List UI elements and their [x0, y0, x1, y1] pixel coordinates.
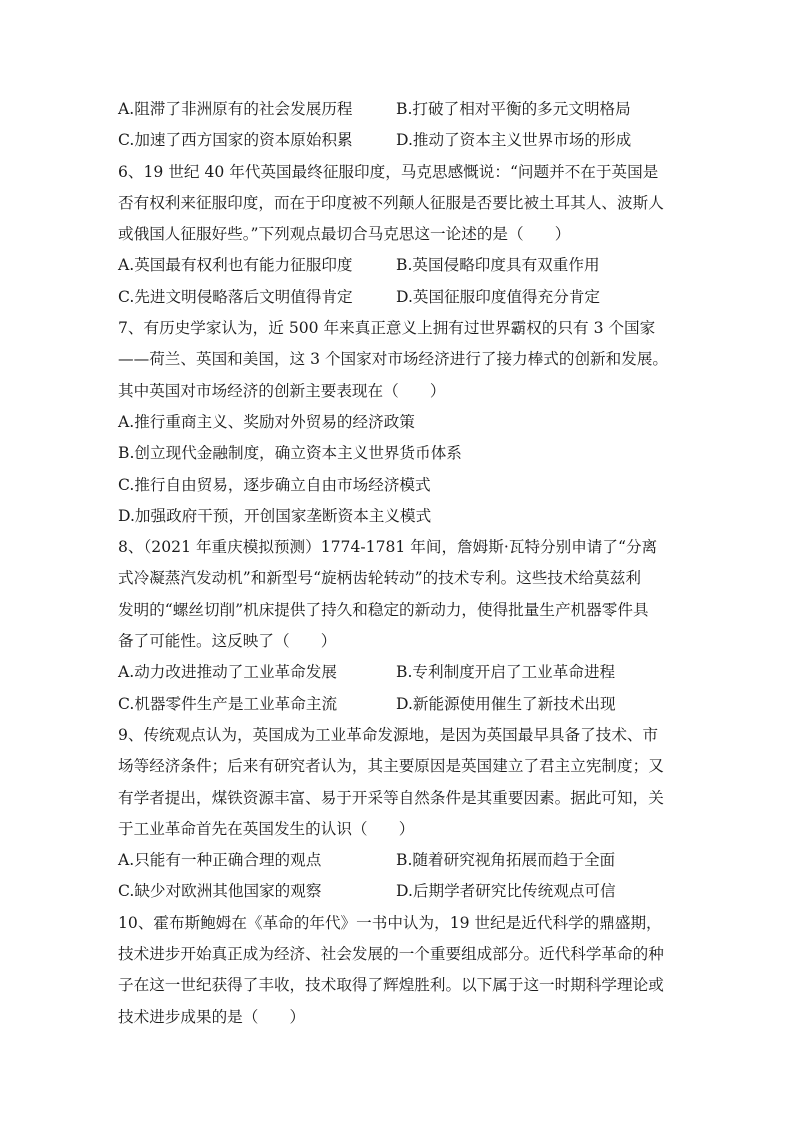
q7-option-a[interactable]: A.推行重商主义、奖励对外贸易的经济政策 [118, 412, 415, 431]
q9-stem-line-4: 于工业革命首先在英国发生的认识（ ） [118, 819, 415, 838]
q5-options-row-1 [118, 94, 688, 125]
q9-option-c[interactable]: C.缺少对欧洲其他国家的观察 [118, 882, 322, 901]
q7-option-d[interactable]: D.加强政府干预，开创国家垄断资本主义模式 [118, 506, 432, 525]
q6-option-c[interactable]: C.先进文明侵略落后文明值得肯定 [118, 287, 353, 306]
q9-options-row-1 [118, 845, 688, 876]
q9-option-d[interactable]: D.后期学者研究比传统观点可信 [396, 882, 616, 901]
q10-stem-line-1: 10、霍布斯鲍姆在《革命的年代》一书中认为，19 世纪是近代科学的鼎盛期， [118, 913, 662, 932]
q10-stem-line-2: 技术进步开始真正成为经济、社会发展的一个重要组成部分。近代科学革命的种 [118, 945, 664, 964]
exam-page [118, 94, 688, 1033]
q8-option-b[interactable]: B.专利制度开启了工业革命进程 [396, 663, 616, 682]
q7-stem-line-1: 7、有历史学家认为，近 500 年来真正意义上拥有过世界霸权的只有 3 个国家 [118, 319, 656, 338]
q9-stem-line-3: 有学者提出，煤铁资源丰富、易于开采等自然条件是其重要因素。据此可知，关 [118, 788, 664, 807]
q8-stem-line-4: 备了可能性。这反映了（ ） [118, 632, 337, 651]
q7-stem-line-3: 其中英国对市场经济的创新主要表现在（ ） [118, 381, 446, 400]
q7-option-c[interactable]: C.推行自由贸易，逐步确立自由市场经济模式 [118, 475, 431, 494]
q8-options-row-2 [118, 689, 688, 720]
q6-option-b[interactable]: B.英国侵略印度具有双重作用 [396, 256, 600, 275]
q7-option-b[interactable]: B.创立现代金融制度，确立资本主义世界货币体系 [118, 444, 462, 463]
q6-options-row-1 [118, 250, 688, 281]
q6-stem-line-2: 否有权利来征服印度，而在于印度被不列颠人征服是否要比被土耳其人、波斯人 [118, 193, 664, 212]
q9-option-a[interactable]: A.只能有一种正确合理的观点 [118, 851, 322, 870]
q6-option-a[interactable]: A.英国最有权利也有能力征服印度 [118, 256, 353, 275]
q10-stem-line-3: 子在这一世纪获得了丰收，技术取得了辉煌胜利。以下属于这一时期科学理论或 [118, 976, 664, 995]
q6-option-d[interactable]: D.英国征服印度值得充分肯定 [396, 287, 601, 306]
q9-option-b[interactable]: B.随着研究视角拓展而趋于全面 [396, 851, 616, 870]
q5-option-b[interactable]: B.打破了相对平衡的多元文明格局 [396, 100, 631, 118]
q6-stem-line-3: 或俄国人征服好些。”下列观点最切合马克思这一论述的是（ ） [118, 225, 571, 244]
q8-option-c[interactable]: C.机器零件生产是工业革命主流 [118, 694, 338, 713]
q9-options-row-2 [118, 876, 688, 907]
q8-stem-line-3: 发明的“螺丝切削”机床提供了持久和稳定的新动力，使得批量生产机器零件具 [118, 600, 649, 619]
q5-option-d[interactable]: D.推动了资本主义世界市场的形成 [396, 131, 632, 150]
q8-option-d[interactable]: D.新能源使用催生了新技术出现 [396, 694, 616, 713]
q6-options-row-2 [118, 282, 688, 313]
q8-options-row-1 [118, 657, 688, 688]
q5-option-a[interactable]: A.阻滞了非洲原有的社会发展历程 [118, 100, 353, 118]
q5-options-row-2 [118, 125, 688, 156]
q7-stem-line-2: ——荷兰、英国和美国，这 3 个国家对市场经济进行了接力棒式的创新和发展。 [118, 350, 669, 369]
q6-stem-line-1: 6、19 世纪 40 年代英国最终征服印度，马克思感慨说：“问题并不在于英国是 [118, 162, 659, 181]
q5-option-c[interactable]: C.加速了西方国家的资本原始积累 [118, 131, 353, 150]
q8-stem-line-2: 式冷凝蒸汽发动机”和新型号“旋柄齿轮转动”的技术专利。这些技术给莫兹利 [118, 569, 641, 588]
q9-stem-line-2: 场等经济条件；后来有研究者认为，其主要原因是英国建立了君主立宪制度；又 [118, 757, 664, 776]
q10-stem-line-4: 技术进步成果的是（ ） [118, 1007, 306, 1026]
q8-stem-line-1: 8、（2021 年重庆模拟预测）1774-1781 年间，詹姆斯·瓦特分别申请了“分离 [118, 538, 658, 557]
q9-stem-line-1: 9、传统观点认为，英国成为工业革命发源地，是因为英国最早具备了技术、市 [118, 725, 659, 744]
q8-option-a[interactable]: A.动力改进推动了工业革命发展 [118, 663, 337, 682]
